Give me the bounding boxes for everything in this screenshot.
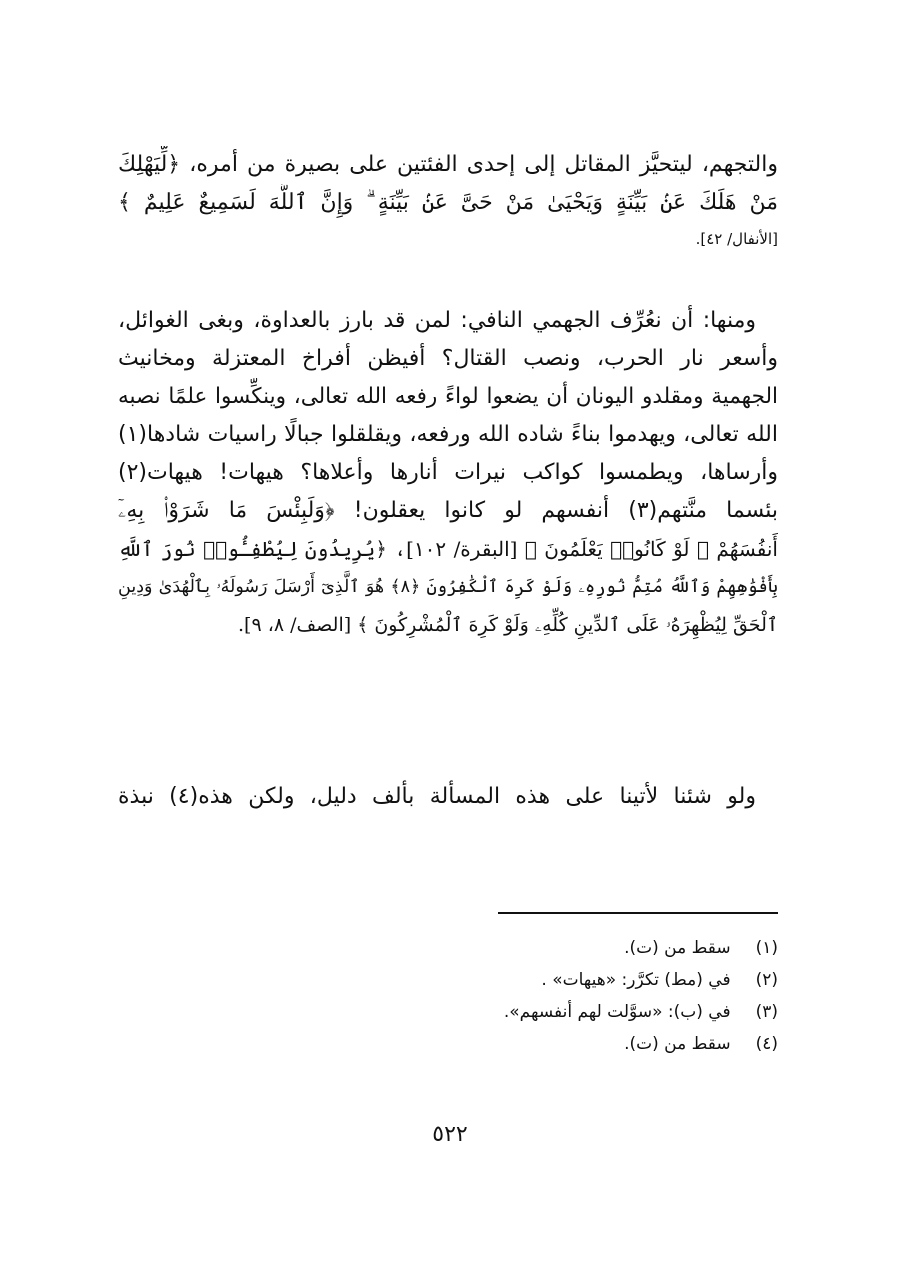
- footnote-item: [398, 996, 778, 1028]
- text-line: والتجهم، ليتحيَّز المقاتل إلى إحدى الفئتين على بصيرة من أمره، ﴿لِّيَهْلِكَ: [118, 152, 778, 177]
- paragraph-1-reference: [118, 224, 778, 254]
- text-line: الجهمية ومقلدو اليونان أن يضعوا لواءً رفعه الله تعالى، وينكِّسوا علمًا نصبه: [118, 384, 778, 409]
- footnotes: [398, 932, 778, 1060]
- footnote-item: [398, 932, 778, 964]
- footnote-text: سقط من (ت).: [624, 1034, 731, 1054]
- text-line: ومنها: أن نعُرِّف الجهمي النافي: لمن قد بارز بالعداوة، وبغى الغوائل،: [118, 308, 756, 333]
- paragraph-3: [118, 778, 778, 816]
- footnote-text: في (مط) تكرَّر: «هيهات» .: [541, 970, 731, 990]
- footnote-number: (٤): [755, 1034, 778, 1054]
- footnote-item: [398, 964, 778, 996]
- footnote-number: (٢): [755, 970, 778, 990]
- paragraph-2: [118, 302, 778, 644]
- quran-verse-line: ٱلْحَقِّ لِيُظْهِرَهُۥ عَلَى ٱلدِّينِ كُلِّهِۦ وَلَوْ كَرِهَ ٱلْمُشْرِكُونَ ﴾ [الصف/ ٨، ٩].: [238, 614, 778, 636]
- text-line: بئسما منَّتهم(٣) أنفسهم لو كانوا يعقلون! ﴿وَلَبِئْسَ مَا شَرَوْا۟ بِهِۦٓ: [118, 498, 778, 523]
- footnote-number: (٣): [755, 1002, 778, 1022]
- quran-verse-line: أَنفُسَهُمْ ۚ لَوْ كَانُوا۟ يَعْلَمُونَ ﴾ [البقرة/ ١٠٢]، ﴿يُرِيدُونَ لِيُطْفِـُٔوا۟ نُورَ ٱللَّهِ: [118, 537, 778, 561]
- footnote-text: في (ب): «سوَّلت لهم أنفسهم».: [503, 1002, 731, 1022]
- quran-verse-line: بِأَفْوَٰهِهِمْ وَٱللَّهُ مُتِمُّ نُورِهِۦ وَلَوْ كَرِهَ ٱلْكَٰفِرُونَ ﴿٨﴾ هُوَ ٱلَّذِىٓ أَرْسَلَ رَسُولَهُۥ بِٱلْهُدَىٰ وَدِينِ: [118, 577, 778, 597]
- paragraph-1: [118, 146, 778, 222]
- footnote-item: [398, 1028, 778, 1060]
- text-line: وأسعر نار الحرب، ونصب القتال؟ أفيظن أفراخ المعتزلة ومخانيث: [118, 346, 778, 371]
- footnote-number: (١): [755, 938, 778, 958]
- text-line: ولو شئنا لأتينا على هذه المسألة بألف دليل، ولكن هذه(٤) نبذة: [118, 784, 756, 809]
- verse-reference: [الأنفال/ ٤٢].: [695, 230, 778, 248]
- footnote-text: سقط من (ت).: [624, 938, 731, 958]
- text-line: الله تعالى، ويهدموا بناءً شاده الله ورفعه، ويقلقلوا جبالًا راسيات شادها(١): [118, 422, 778, 447]
- page-number: ٥٢٢: [432, 1122, 468, 1147]
- footnote-divider: [498, 912, 778, 914]
- quran-verse-line: مَنْ هَلَكَ عَنۢ بَيِّنَةٍ وَيَحْيَىٰ مَنْ حَىَّ عَنۢ بَيِّنَةٍ ۗ وَإِنَّ ٱللَّهَ لَسَمِيعٌ عَلِيمٌ ﴾: [118, 190, 778, 215]
- text-line: وأرساها، ويطمسوا كواكب نيرات أنارها وأعلاها؟ هيهات! هيهات(٢): [118, 460, 778, 485]
